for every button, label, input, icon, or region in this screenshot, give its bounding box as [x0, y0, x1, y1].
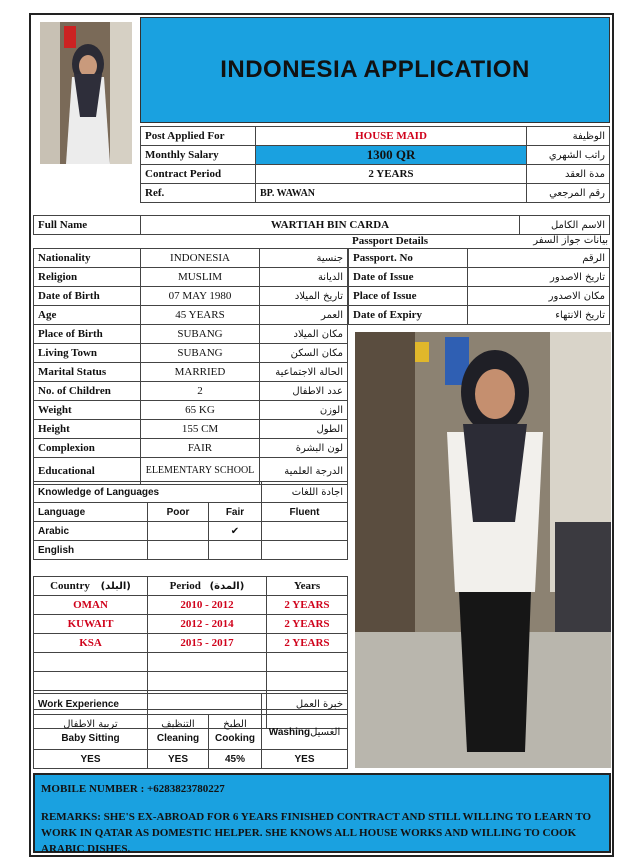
row-pob: Place of Birth SUBANG مكان الميلاد	[34, 325, 348, 344]
contract-label: Contract Period	[141, 165, 256, 184]
full-name-table	[33, 215, 610, 235]
languages-table	[33, 481, 348, 560]
languages-title: Knowledge of Languages	[34, 482, 262, 503]
contract-label-ar: مدة العقد	[527, 165, 610, 184]
passport-title-ar: بيانات جواز السفر	[533, 235, 608, 246]
row-religion: Religion MUSLIM الديانة	[34, 268, 348, 287]
post-label-ar: الوظيفة	[527, 127, 610, 146]
title-banner	[140, 17, 610, 123]
full-name-label: Full Name	[34, 216, 141, 235]
skills-values: YES YES 45% YES	[34, 750, 348, 769]
salary-value: 1300 QR	[256, 146, 527, 165]
row-contract	[141, 165, 610, 184]
row-height: Height 155 CM الطول	[34, 420, 348, 439]
row-dob: Date of Birth 07 MAY 1980 تاريخ الميلاد	[34, 287, 348, 306]
work-experience-table	[33, 693, 348, 769]
row-salary	[141, 146, 610, 165]
work-experience-title-ar: خبرة العمل	[262, 694, 348, 715]
ref-label: Ref.	[141, 184, 256, 203]
row-post	[141, 127, 610, 146]
skills-header: تربية الاطفال Baby Sitting التنظيف Cleaning الطبخ Cooking Washingالغسيل	[34, 715, 348, 750]
row-living-town: Living Town SUBANG مكان السكن	[34, 344, 348, 363]
passport-title: Passport Details	[352, 235, 429, 247]
passport-table: Passport. No الرقم Date of Issue تاريخ الاصدور Place of Issue مكان الاصدور Date of Expiry تاريخ الانتهاء	[348, 248, 610, 325]
check-icon: ✔	[209, 522, 262, 541]
language-row-arabic: Arabic ✔	[34, 522, 348, 541]
row-age: Age 45 YEARS العمر	[34, 306, 348, 325]
row-education: Educational ELEMENTARY SCHOOL الدرجة العلمية	[34, 458, 348, 485]
experience-header: Country (البلد) Period (المدة) Years	[34, 577, 348, 596]
row-weight: Weight 65 KG الوزن	[34, 401, 348, 420]
experience-row: KUWAIT 2012 - 2014 2 YEARS	[34, 615, 348, 634]
row-complexion: Complexion FAIR لون البشرة	[34, 439, 348, 458]
remarks-text: REMARKS: SHE'S EX-ABROAD FOR 6 YEARS FINISHED CONTRACT AND STILL WILLING TO LEARN TO WORK IN QATAR AS DOMESTIC HELPER. SHE KNOWS ALL HOUSE WORKS AND WILLING TO COOK ARABIC DISHES.	[41, 811, 592, 855]
footer-remarks	[33, 773, 611, 853]
page-title: INDONESIA APPLICATION	[220, 56, 530, 83]
language-row-english: English	[34, 541, 348, 560]
full-name-value: WARTIAH BIN CARDA	[141, 216, 520, 235]
applicant-photo-large	[355, 332, 611, 768]
salary-label-ar: راتب الشهري	[527, 146, 610, 165]
full-name-label-ar: الاسم الكامل	[520, 216, 610, 235]
experience-row-empty	[34, 653, 348, 672]
mobile-number: MOBILE NUMBER : +6283823780227	[41, 783, 225, 795]
applicant-photo-small	[40, 22, 132, 164]
languages-header: Language Poor Fair Fluent	[34, 503, 348, 522]
ref-label-ar: رقم المرجعي	[527, 184, 610, 203]
personal-table	[33, 248, 348, 485]
experience-row: OMAN 2010 - 2012 2 YEARS	[34, 596, 348, 615]
experience-row-empty	[34, 672, 348, 691]
post-value: HOUSE MAID	[256, 127, 527, 146]
post-label: Post Applied For	[141, 127, 256, 146]
row-children: No. of Children 2 عدد الاطفال	[34, 382, 348, 401]
ref-value: BP. WAWAN	[256, 184, 527, 203]
row-nationality: Nationality INDONESIA جنسية	[34, 249, 348, 268]
salary-label: Monthly Salary	[141, 146, 256, 165]
contract-value: 2 YEARS	[256, 165, 527, 184]
work-experience-title: Work Experience	[34, 694, 262, 715]
experience-row: KSA 2015 - 2017 2 YEARS	[34, 634, 348, 653]
post-table	[140, 126, 610, 203]
row-ref	[141, 184, 610, 203]
row-marital: Marital Status MARRIED الحالة الاجتماعية	[34, 363, 348, 382]
languages-title-ar: اجادة اللغات	[262, 482, 348, 503]
